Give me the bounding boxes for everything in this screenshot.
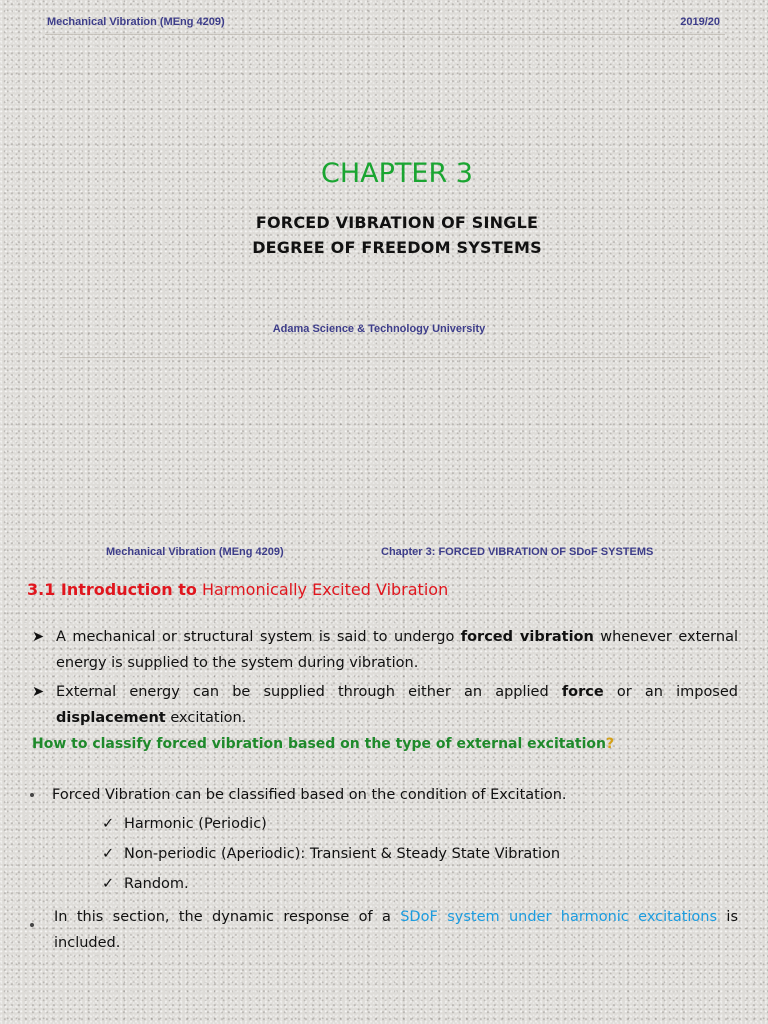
header-divider: [45, 34, 725, 35]
arrow-bullet-icon: ➤: [32, 629, 45, 645]
bullet-dot-icon: [30, 793, 34, 797]
slide1-header-left: Mechanical Vibration (MEng 4209): [47, 16, 225, 28]
bullet-classification: [30, 787, 567, 803]
university-name: Adama Science & Technology University: [272, 323, 486, 335]
check-item-label: Random.: [124, 876, 189, 892]
arrow-bullet-icon: ➤: [32, 684, 45, 700]
bullet1-text: Forced Vibration can be classified based on the condition of Excitation.: [52, 787, 567, 803]
bullet-section-scope: [30, 904, 738, 956]
b2-harmonic: system under harmonic excitations: [447, 909, 718, 925]
b2-sdof: SDoF: [400, 909, 438, 925]
b2-text-a: In this section, the dynamic response of a: [54, 909, 401, 925]
paragraph-external-energy: [32, 679, 738, 731]
paragraph-forced-vibration: [32, 624, 738, 676]
p1-text-c: whenever external energy is supplied to the system during vibration.: [56, 629, 738, 671]
slide1-header-right: 2019/20: [680, 16, 720, 28]
checkmark-icon: ✓: [102, 876, 115, 892]
section-heading: Harmonically Excited Vibration: [201, 580, 449, 599]
slide2-header-right: Chapter 3: FORCED VIBRATION OF SDoF SYSTEMS: [381, 546, 654, 558]
slide2-header-left: Mechanical Vibration (MEng 4209): [106, 546, 284, 558]
question-text: How to classify forced vibration based on the type of external excitation: [32, 736, 606, 752]
subtitle-line-1: FORCED VIBRATION OF SINGLE: [255, 213, 539, 232]
section-number: 3.1 Introduction to: [27, 580, 197, 599]
section-title: [27, 580, 448, 599]
p2-text-e: excitation.: [165, 710, 247, 726]
bullet-dot-icon: [30, 912, 46, 938]
p2-bold-force: force: [561, 684, 604, 700]
check-item-non-periodic: [102, 846, 560, 862]
checkmark-icon: ✓: [102, 816, 115, 832]
chapter-title: CHAPTER 3: [321, 158, 473, 189]
b2-text-e: is included.: [54, 909, 738, 951]
subtitle-line-2: DEGREE OF FREEDOM SYSTEMS: [252, 238, 542, 257]
p2-bold-displacement: displacement: [56, 710, 166, 726]
question-mark: ?: [606, 736, 615, 752]
classification-question: [32, 736, 614, 752]
check-item-random: [102, 876, 189, 892]
p1-text-a: A mechanical or structural system is said to undergo: [56, 629, 461, 645]
check-item-harmonic: [102, 816, 267, 832]
p1-bold: forced vibration: [460, 629, 594, 645]
p2-text-c: or an imposed: [603, 684, 738, 700]
p2-text-a: External energy can be supplied through either an applied: [56, 684, 562, 700]
checkmark-icon: ✓: [102, 846, 115, 862]
check-item-label: Harmonic (Periodic): [124, 816, 267, 832]
check-item-label: Non-periodic (Aperiodic): Transient & Steady State Vibration: [124, 846, 561, 862]
b2-space: [438, 909, 447, 925]
footer-divider: [60, 357, 710, 358]
